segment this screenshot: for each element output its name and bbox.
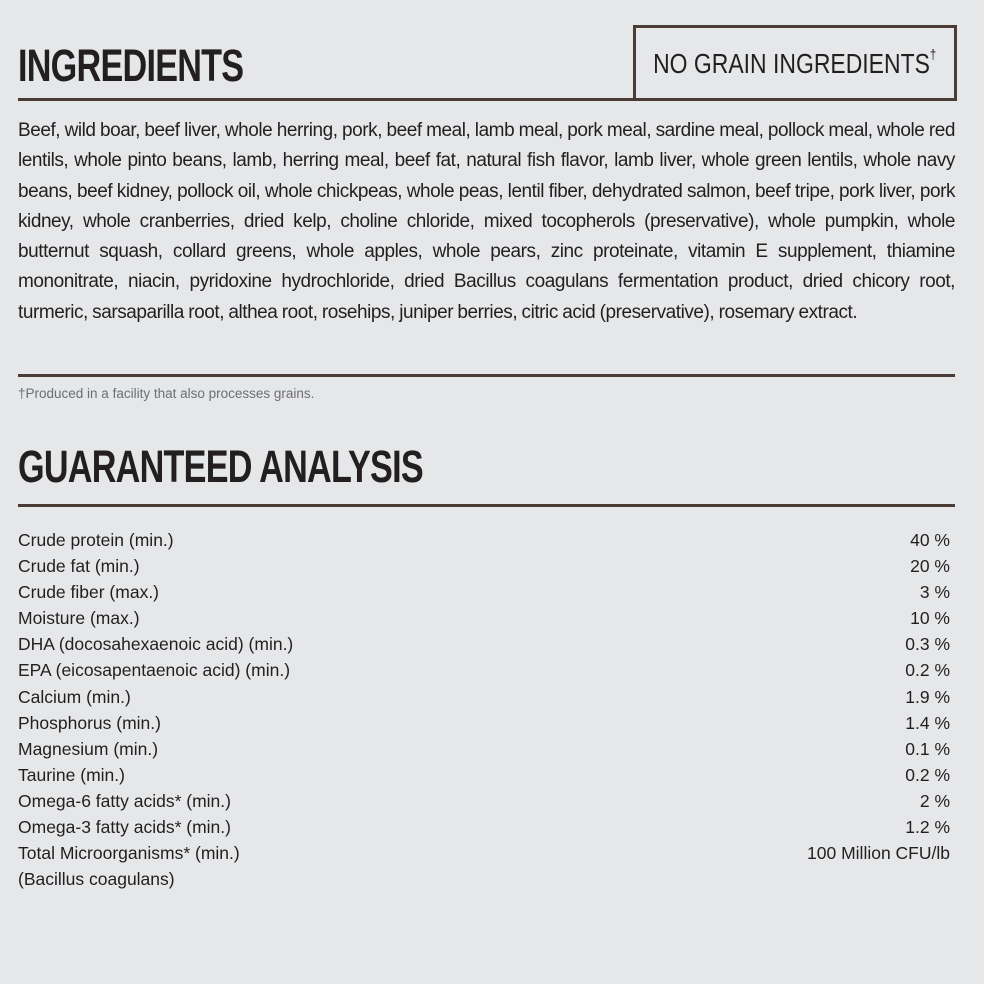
analysis-value: 1.2 % [905, 817, 950, 838]
divider-rule [18, 98, 955, 101]
analysis-value: 0.2 % [905, 660, 950, 681]
analysis-label: Phosphorus (min.) [18, 712, 161, 733]
analysis-label: Crude fiber (max.) [18, 582, 160, 603]
analysis-row [18, 866, 950, 892]
analysis-row [18, 788, 950, 814]
no-grain-badge [633, 25, 957, 101]
dagger-mark: † [930, 46, 937, 62]
analysis-value: 100 Million CFU/lb [807, 843, 950, 864]
analysis-row [18, 579, 950, 605]
analysis-label: Crude fat (min.) [18, 556, 140, 577]
analysis-label: Calcium (min.) [18, 686, 131, 707]
analysis-label: EPA (eicosapentaenoic acid) (min.) [18, 660, 291, 681]
analysis-row [18, 605, 950, 631]
analysis-label: Moisture (max.) [18, 608, 140, 629]
analysis-value: 10 % [910, 608, 950, 629]
divider-rule [18, 374, 955, 377]
analysis-label: Omega-3 fatty acids* (min.) [18, 817, 231, 838]
analysis-label: Total Microorganisms* (min.) [18, 843, 240, 864]
analysis-row [18, 762, 950, 788]
analysis-value: 1.9 % [905, 686, 950, 707]
analysis-table [18, 527, 950, 892]
analysis-value: 2 % [919, 790, 950, 811]
analysis-value: 20 % [910, 556, 950, 577]
analysis-row [18, 840, 950, 866]
analysis-label: Taurine (min.) [18, 764, 125, 785]
analysis-row [18, 684, 950, 710]
grain-footnote: †Produced in a facility that also processes grains. [18, 386, 315, 401]
analysis-row [18, 527, 950, 553]
analysis-value: 3 % [919, 582, 950, 603]
analysis-label: DHA (docosahexaenoic acid) (min.) [18, 634, 294, 655]
analysis-label: Crude protein (min.) [18, 530, 174, 550]
analysis-value: 40 % [910, 530, 950, 550]
no-grain-badge-text [653, 46, 936, 80]
guaranteed-analysis-heading: GUARANTEED ANALYSIS [18, 441, 423, 492]
analysis-row [18, 631, 950, 657]
analysis-row [18, 736, 950, 762]
ingredients-list: Beef, wild boar, beef liver, whole herring, pork, beef meal, lamb meal, pork meal, sardine meal, pollock meal, whole red lentils, whole pinto beans, lamb, herring meal, beef fat, natural fish flavor, lamb liver, whole green lentils, whole navy beans, beef kidney, pollock oil, whole chickpeas, whole peas, lentil fiber, dehydrated salmon, beef tripe, pork liver, pork kidney, whole cranberries, dried kelp, choline chloride, mixed tocopherols (preservative), whole pumpkin, whole butternut squash, collard greens, whole apples, whole pears, zinc proteinate, vitamin E supplement, thiamine mononitrate, niacin, pyridoxine hydrochloride, dried Bacillus coagulans fermentation product, dried chicory root, turmeric, sarsaparilla root, althea root, rosehips, juniper berries, citric acid (preservative), rosemary extract. [18, 120, 955, 323]
analysis-value: 1.4 % [905, 712, 950, 733]
analysis-value: 0.1 % [905, 738, 950, 759]
divider-rule [18, 504, 955, 507]
no-grain-badge-label: NO GRAIN INGREDIENTS [653, 48, 931, 79]
analysis-row [18, 814, 950, 840]
analysis-row [18, 657, 950, 683]
analysis-label: Omega-6 fatty acids* (min.) [18, 790, 231, 811]
ingredients-heading: INGREDIENTS [18, 40, 244, 91]
analysis-row [18, 553, 950, 579]
analysis-value: 0.3 % [905, 634, 950, 655]
analysis-row [18, 710, 950, 736]
analysis-label: Magnesium (min.) [18, 738, 159, 759]
analysis-label: (Bacillus coagulans) [18, 869, 175, 890]
analysis-value: 0.2 % [905, 764, 950, 785]
